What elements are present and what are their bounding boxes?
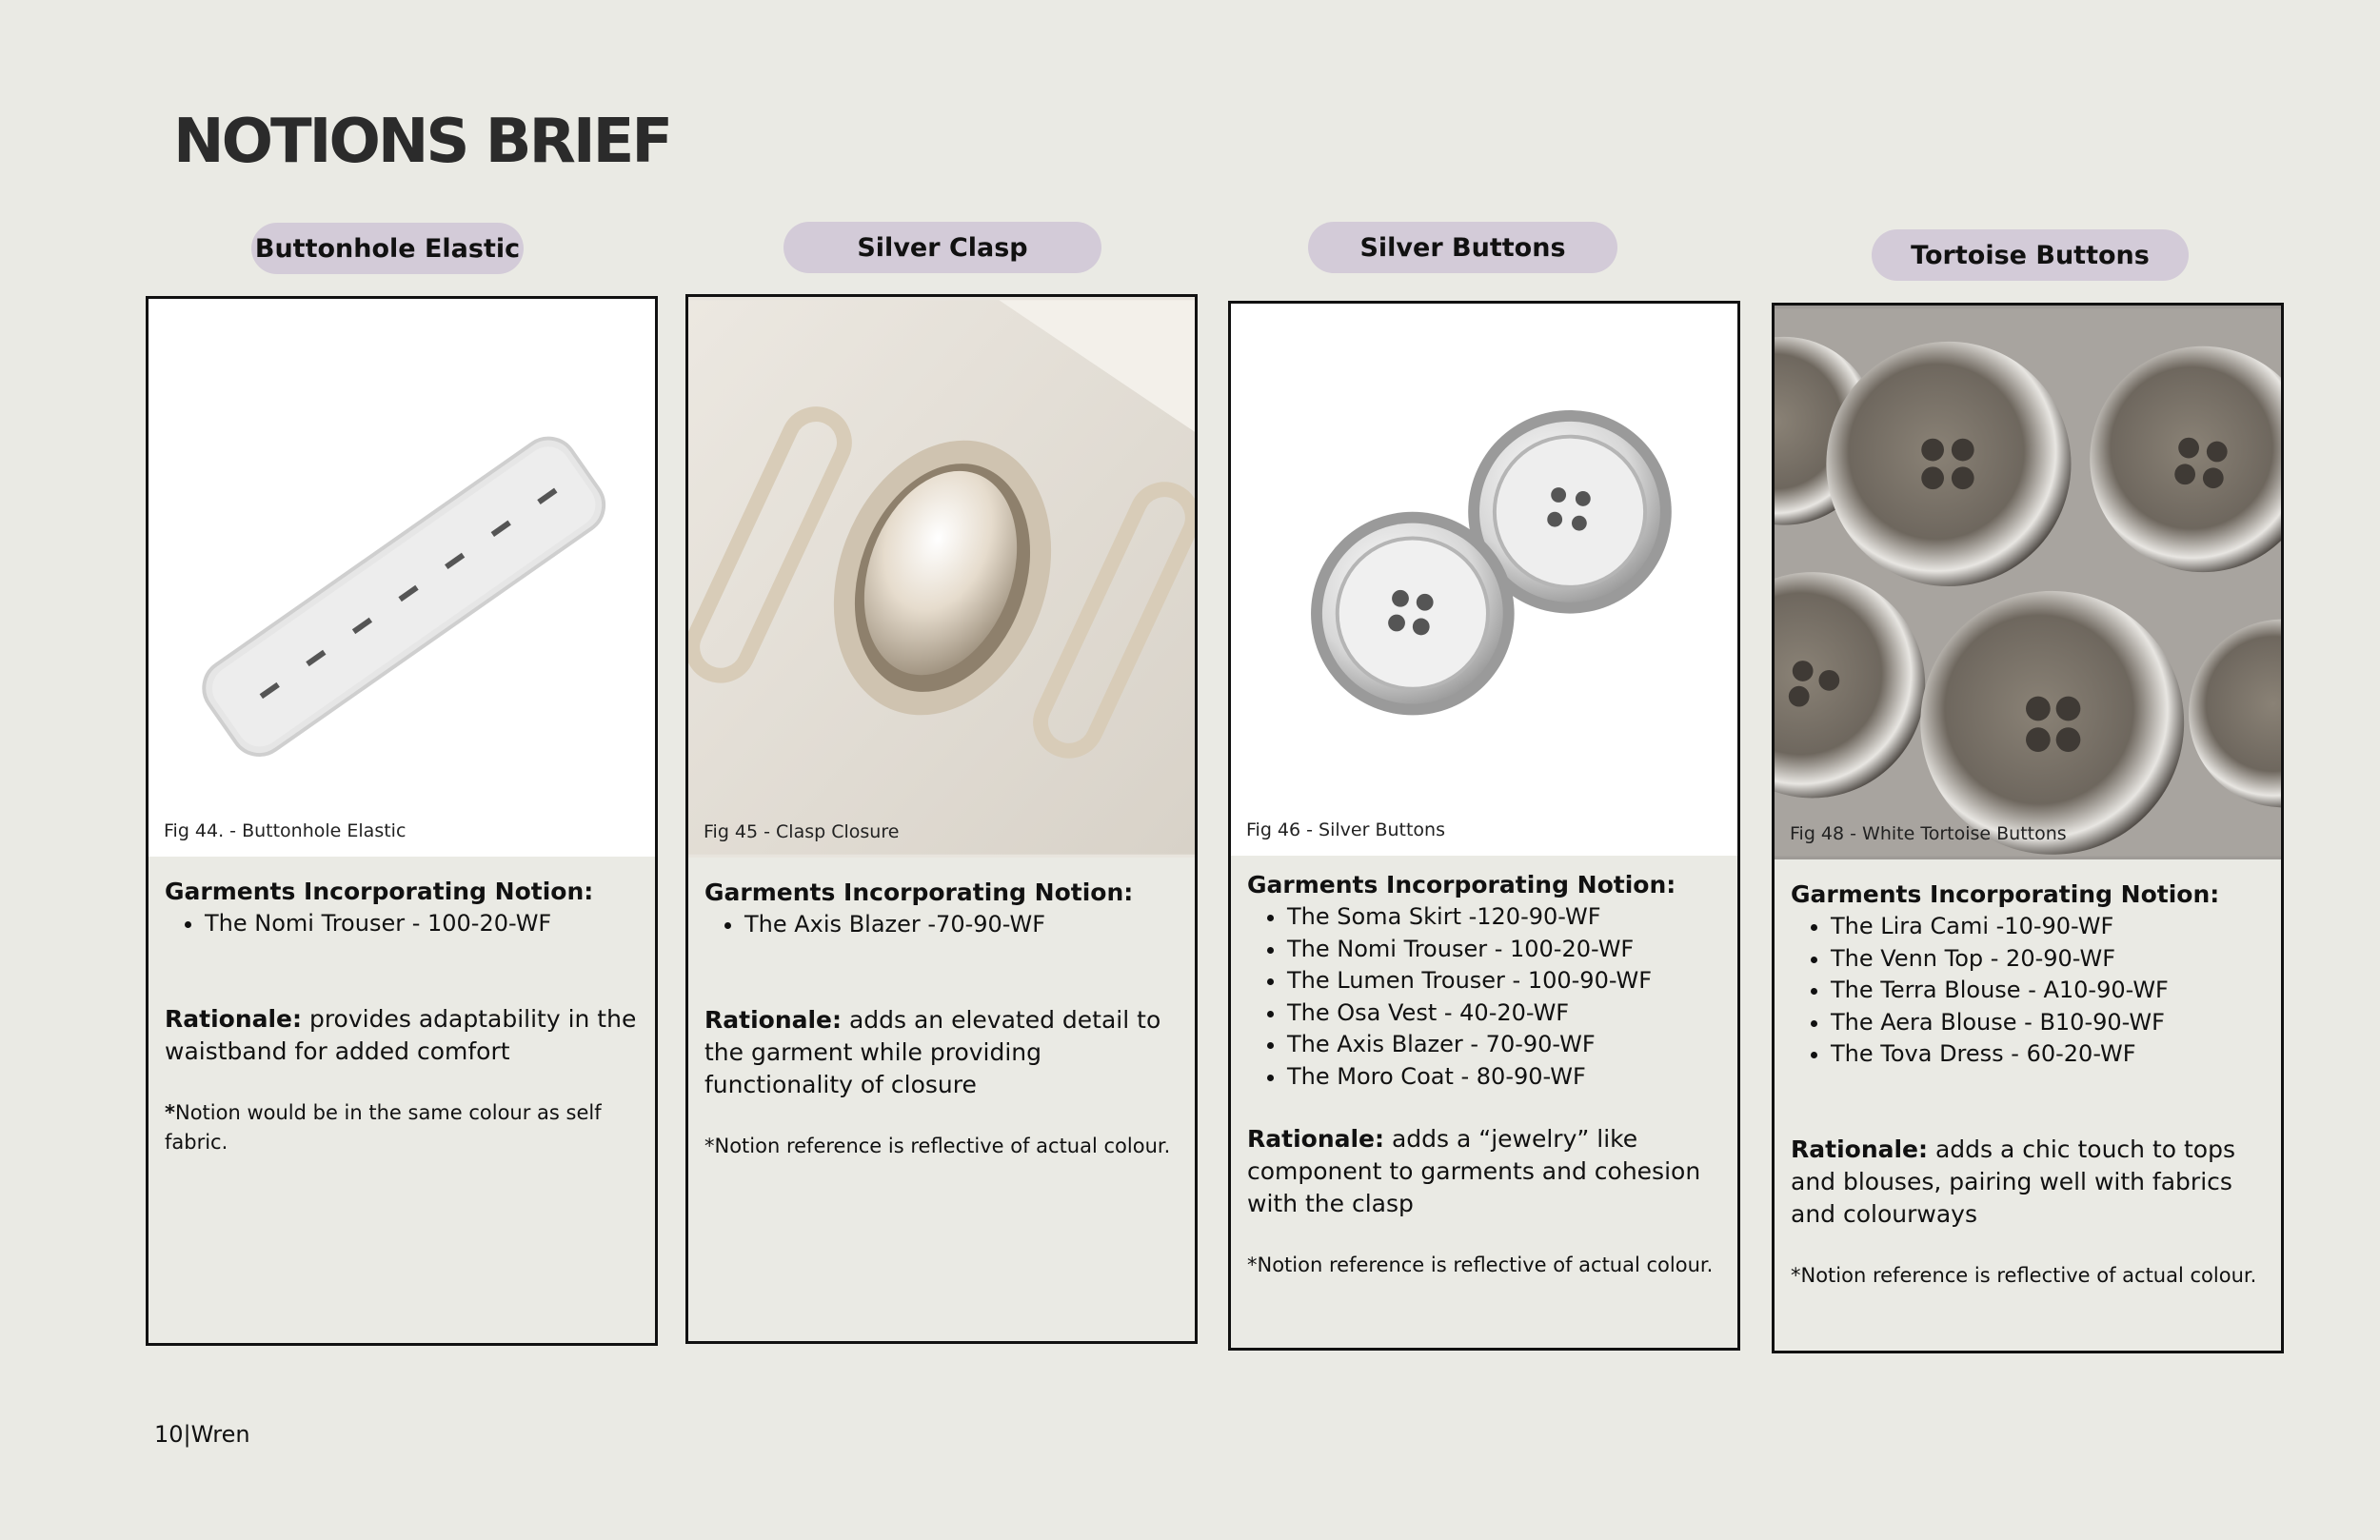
list-item: • The Axis Blazer - 70-90-WF — [1287, 1029, 1721, 1061]
notion-label-silver-buttons: Silver Buttons — [1308, 222, 1617, 273]
garments-list — [1791, 911, 2265, 1071]
page-title: NOTIONS BRIEF — [173, 107, 671, 177]
garments-label: Garments Incorporating Notion: — [1791, 880, 2220, 908]
tortoise-buttons-image — [1775, 306, 2281, 859]
notion-note: *Notion reference is reflective of actual colour. — [1791, 1263, 2257, 1287]
notion-card-silver-buttons — [1228, 301, 1740, 1351]
figure-caption: Fig 45 - Clasp Closure — [704, 821, 900, 842]
page-footer: 10|Wren — [154, 1421, 250, 1448]
notion-label-buttonhole-elastic: Buttonhole Elastic — [251, 223, 524, 274]
rationale-text: Rationale: adds an elevated detail to the garment while providing functionality of closure — [704, 1005, 1161, 1098]
notion-card-tortoise-buttons — [1772, 303, 2284, 1353]
garments-label: Garments Incorporating Notion: — [165, 878, 594, 905]
list-item: • The Aera Blouse - B10-90-WF — [1831, 1007, 2265, 1039]
list-item: • The Nomi Trouser - 100-20-WF — [1287, 934, 1721, 966]
rationale-text: Rationale: provides adaptability in the waistband for added comfort — [165, 1004, 637, 1065]
rationale-label: Rationale: — [165, 1004, 303, 1033]
rationale-label: Rationale: — [704, 1005, 843, 1034]
figure-caption: Fig 46 - Silver Buttons — [1246, 819, 1445, 840]
figure-caption: Fig 48 - White Tortoise Buttons — [1790, 823, 2067, 844]
figure-caption: Fig 44. - Buttonhole Elastic — [164, 820, 407, 841]
garments-label: Garments Incorporating Notion: — [1247, 871, 1676, 898]
garments-list — [1247, 901, 1721, 1093]
buttonhole-elastic-icon — [149, 299, 655, 857]
list-item: • The Axis Blazer -70-90-WF — [744, 909, 1179, 941]
list-item: • The Venn Top - 20-90-WF — [1831, 943, 2265, 976]
list-item: • The Moro Coat - 80-90-WF — [1287, 1061, 1721, 1094]
rationale-text: Rationale: adds a chic touch to tops and blouses, pairing well with fabrics and colourways — [1791, 1135, 2236, 1228]
silver-buttons-image — [1231, 304, 1737, 856]
silver-buttons-icon — [1231, 304, 1737, 856]
buttonhole-elastic-image — [149, 299, 655, 857]
list-item: • The Nomi Trouser - 100-20-WF — [205, 908, 639, 940]
rationale-label: Rationale: — [1247, 1125, 1385, 1153]
notion-note: *Notion reference is reflective of actual colour. — [1247, 1254, 1714, 1276]
notion-label-silver-clasp: Silver Clasp — [783, 222, 1101, 273]
notion-note: *Notion would be in the same colour as self fabric. — [165, 1100, 602, 1154]
garments-list — [704, 909, 1179, 941]
silver-clasp-icon — [688, 297, 1195, 858]
notion-note: *Notion reference is reflective of actual colour. — [704, 1134, 1171, 1157]
garments-label: Garments Incorporating Notion: — [704, 879, 1134, 906]
rationale-label: Rationale: — [1791, 1135, 1929, 1163]
notion-card-buttonhole-elastic — [146, 296, 658, 1346]
list-item: • The Soma Skirt -120-90-WF — [1287, 901, 1721, 934]
silver-clasp-image — [688, 297, 1195, 858]
list-item: • The Tova Dress - 60-20-WF — [1831, 1038, 2265, 1071]
notion-label-tortoise-buttons: Tortoise Buttons — [1872, 229, 2189, 281]
list-item: • The Lumen Trouser - 100-90-WF — [1287, 965, 1721, 997]
notion-card-silver-clasp — [685, 294, 1198, 1344]
rationale-text: Rationale: adds a “jewelry” like component to garments and cohesion with the clasp — [1247, 1125, 1701, 1217]
list-item: • The Osa Vest - 40-20-WF — [1287, 997, 1721, 1030]
list-item: • The Lira Cami -10-90-WF — [1831, 911, 2265, 943]
list-item: • The Terra Blouse - A10-90-WF — [1831, 975, 2265, 1007]
tortoise-buttons-icon — [1775, 306, 2281, 859]
garments-list — [165, 908, 639, 940]
